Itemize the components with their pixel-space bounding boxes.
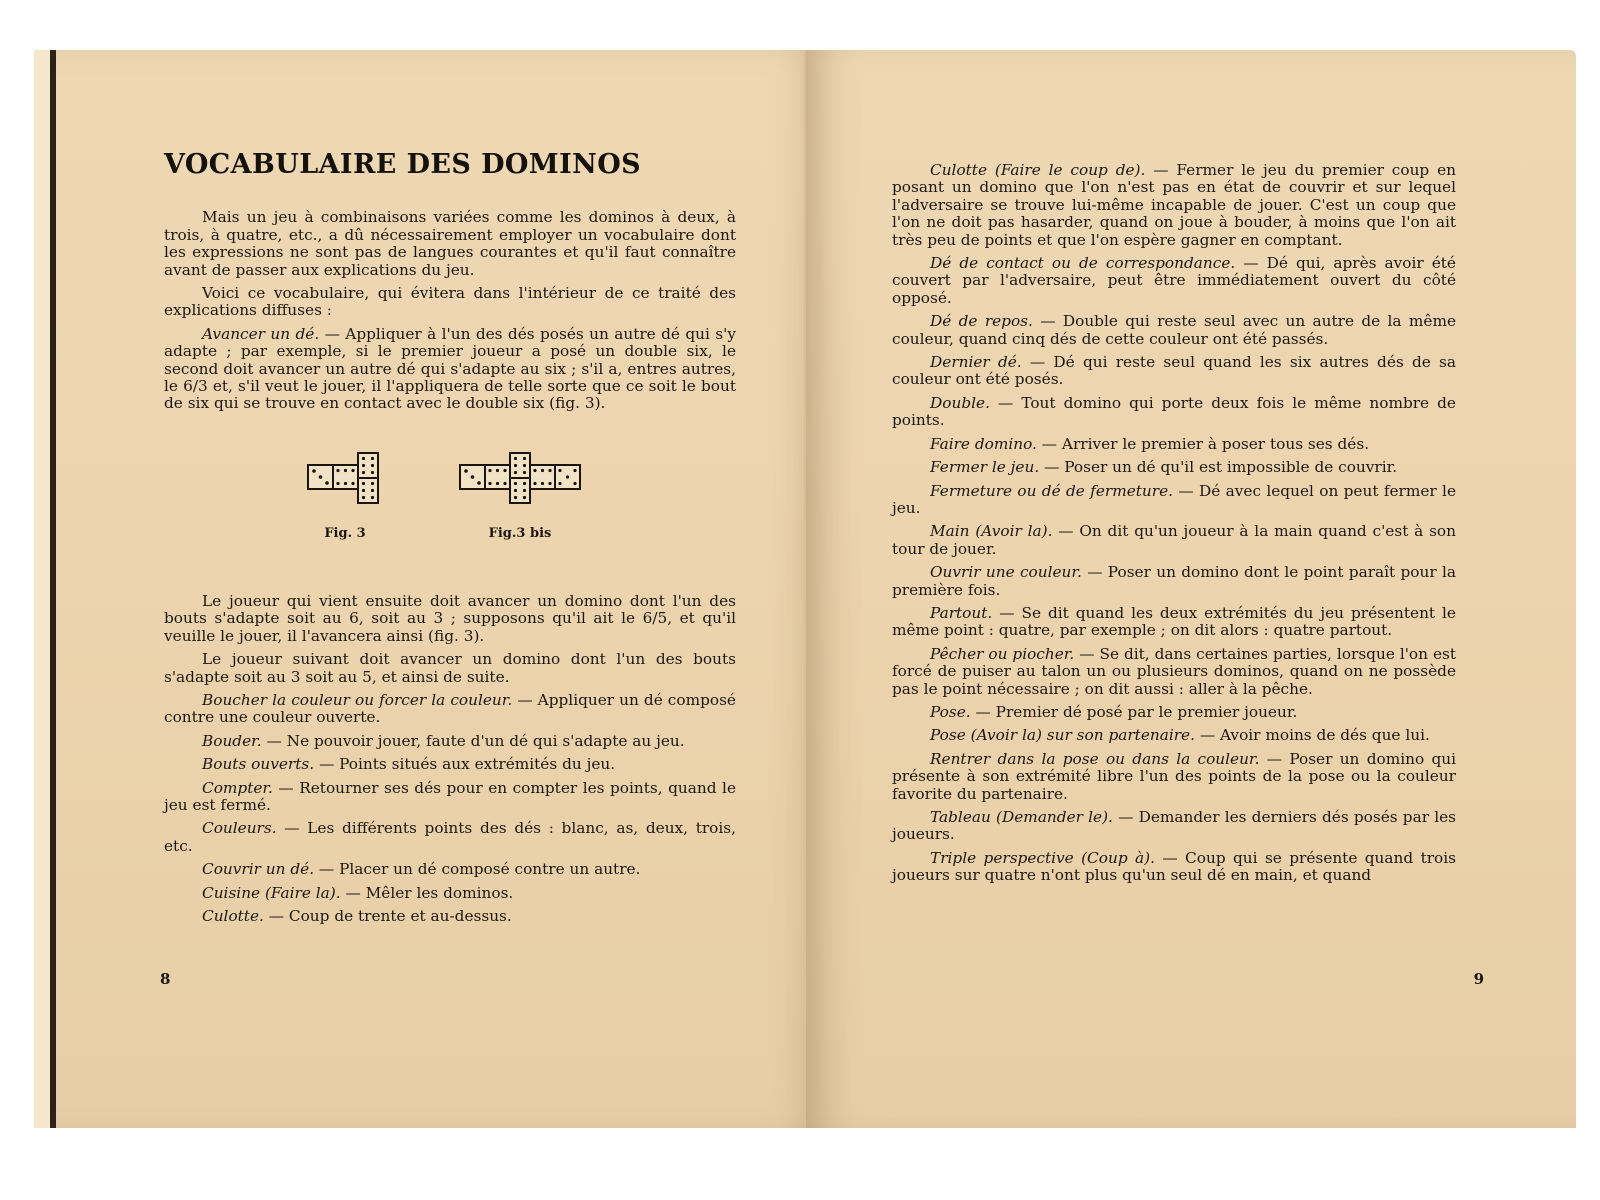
vocabulary-entry xyxy=(892,646,1456,698)
entry-definition: — Appliquer un dé composé contre une couleur ouverte. xyxy=(164,690,736,727)
domino-fig3-icon xyxy=(300,451,390,507)
entry-term: Culotte. xyxy=(202,906,264,925)
entry-term: Ouvrir une couleur. xyxy=(930,563,1082,582)
entry-definition: — Ne pouvoir jouer, faute d'un dé qui s'adapte au jeu. xyxy=(261,731,685,750)
vocabulary-entry xyxy=(892,564,1456,599)
entry-definition: — Coup qui se présente quand trois joueurs sur quatre n'ont plus qu'un seul dé en main, et quand xyxy=(892,848,1456,885)
vocabulary-entry xyxy=(164,861,736,878)
entry-definition: — Avoir moins de dés que lui. xyxy=(1194,726,1430,745)
vocabulary-entry xyxy=(892,459,1456,476)
entry-term: Bouts ouverts. xyxy=(202,755,315,774)
entry-definition: — Placer un dé composé contre un autre. xyxy=(314,860,641,879)
page-number: 9 xyxy=(1473,970,1484,988)
domino-figures xyxy=(164,431,736,573)
vocabulary-entry xyxy=(164,885,736,902)
body-paragraph: Le joueur qui vient ensuite doit avancer un domino dont l'un des bouts s'adapte soit au 6, soit au 3 ; supposons qu'il ait le 6/5, et qu'il veuille le jouer, il l'avancera ainsi (fig. 3). xyxy=(164,591,736,645)
vocabulary-entry xyxy=(892,850,1456,885)
entry-definition: — Dé qui reste seul quand les six autres dés de sa couleur ont été posés. xyxy=(892,353,1456,389)
vocabulary-entry xyxy=(164,733,736,750)
entry-definition: — Mêler les dominos. xyxy=(340,883,514,902)
vocabulary-entry xyxy=(892,255,1456,307)
entry-definition: — Se dit quand les deux extrémités du jeu présentent le même point : quatre, par exemple ; on dit alors : quatre partout. xyxy=(892,603,1456,640)
entry-term: Pêcher ou piocher. xyxy=(930,644,1075,663)
domino-fig3bis-icon xyxy=(456,451,584,507)
left-page-content xyxy=(164,149,737,931)
entry-term: Fermeture ou dé de fermeture. xyxy=(930,481,1173,500)
entry-term: Dé de repos. xyxy=(930,312,1033,331)
entry-term: Avancer un dé. xyxy=(202,324,320,343)
figure-caption: Fig. 3 xyxy=(324,526,366,542)
entry-definition: — Tout domino qui porte deux fois le même nombre de points. xyxy=(892,393,1456,430)
entry-term: Double. xyxy=(930,393,990,412)
entry-definition: — Dé qui, après avoir été couvert par l'adversaire, peut être immédiatement ouvert du côté opposé. xyxy=(892,254,1456,307)
entry-term: Boucher la couleur ou forcer la couleur. xyxy=(202,690,513,709)
vocabulary-entry xyxy=(892,162,1456,249)
entry-term: Couvrir un dé. xyxy=(202,860,315,879)
open-booklet xyxy=(34,50,1576,1128)
page-title: VOCABULAIRE DES DOMINOS xyxy=(164,149,642,180)
figure-caption: Fig.3 bis xyxy=(488,526,552,542)
entry-term: Fermer le jeu. xyxy=(930,458,1040,477)
entry-definition: — Retourner ses dés pour en compter les points, quand le jeu est fermé. xyxy=(164,778,736,814)
vocabulary-entry xyxy=(892,809,1456,844)
entry-term: Triple perspective (Coup à). xyxy=(930,848,1155,867)
vocabulary-list-left xyxy=(164,692,736,925)
entry-definition: — Les différents points des dés : blanc, as, deux, trois, etc. xyxy=(164,819,736,855)
right-page xyxy=(806,50,1576,1128)
vocabulary-entry xyxy=(164,820,736,855)
vocabulary-entry xyxy=(164,780,736,815)
left-page xyxy=(34,50,822,1128)
body-paragraph: Le joueur suivant doit avancer un domino dont l'un des bouts s'adapte soit au 3 soit au 5, et ainsi de suite. xyxy=(164,650,736,686)
entry-term: Pose. xyxy=(930,702,971,721)
entry-term: Culotte (Faire le coup de). xyxy=(930,161,1146,179)
vocabulary-entry xyxy=(892,523,1456,558)
right-page-content xyxy=(892,162,1456,891)
entry-definition: — Poser un dé qu'il est impossible de couvrir. xyxy=(1039,458,1398,477)
figure-3-bis xyxy=(456,451,584,543)
entry-term: Pose (Avoir la) sur son partenaire. xyxy=(930,726,1195,745)
entry-definition: — Double qui reste seul avec un autre de la même couleur, quand cinq dés de cette couleur ont été passés. xyxy=(892,312,1456,348)
entry-definition: — Points situés aux extrémités du jeu. xyxy=(314,755,616,774)
vocabulary-entry xyxy=(892,313,1456,348)
vocabulary-entry xyxy=(892,483,1456,518)
entry-definition: — Premier dé posé par le premier joueur. xyxy=(970,702,1298,721)
intro-paragraph: Voici ce vocabulaire, qui évitera dans l'intérieur de ce traité des explications diffuses : xyxy=(164,284,736,320)
vocabulary-entry xyxy=(892,704,1456,721)
entry-definition: — Arriver le premier à poser tous ses dés. xyxy=(1036,434,1370,453)
entry-definition: — Appliquer à l'un des dés posés un autre dé qui s'y adapte ; par exemple, si le premier joueur a posé un double six, le second doit avancer un autre dé qui s'adapte au six ; s'il a, entres autres, le 6/3 et, s'il veut le jouer, il l'appliquera de telle sorte que ce soit le bout de six qui se trouve en contact avec le double six (fig. 3). xyxy=(164,324,737,413)
entry-definition: — Dé avec lequel on peut fermer le jeu. xyxy=(892,481,1456,517)
entry-definition: — Coup de trente et au-dessus. xyxy=(263,906,512,925)
intro-paragraph: Mais un jeu à combinaisons variées comme les dominos à deux, à trois, à quatre, etc., a dû nécessairement employer un vocabulaire dont les expressions ne sont pas de langues courantes et qu'il faut connaître avant de passer aux explications du jeu. xyxy=(164,208,736,279)
vocabulary-entry xyxy=(892,395,1456,430)
figure-3 xyxy=(300,451,390,543)
vocabulary-list-right xyxy=(892,162,1456,885)
entry-term: Faire domino. xyxy=(930,434,1037,453)
vocabulary-entry xyxy=(892,727,1456,744)
entry-definition: — On dit qu'un joueur à la main quand c'est à son tour de jouer. xyxy=(892,522,1456,558)
vocabulary-entry xyxy=(892,354,1456,389)
entry-term: Compter. xyxy=(202,778,273,797)
page-number: 8 xyxy=(160,970,171,988)
entry-term: Main (Avoir la). xyxy=(930,522,1053,541)
entry-definition: — Poser un domino dont le point paraît pour la première fois. xyxy=(892,563,1457,599)
vocabulary-entry xyxy=(164,756,736,773)
vocabulary-entry xyxy=(164,692,736,727)
entry-term: Rentrer dans la pose ou dans la couleur. xyxy=(930,749,1260,768)
entry-term: Bouder. xyxy=(202,731,262,750)
vocabulary-entry xyxy=(892,436,1456,453)
vocabulary-entry xyxy=(892,605,1456,640)
entry-term: Couleurs. xyxy=(202,819,277,838)
entry-term: Dé de contact ou de correspondance. xyxy=(930,254,1236,273)
entry-definition: — Se dit, dans certaines parties, lorsque l'on est forcé de puiser au talon un ou plusieurs dominos, quand on ne possède pas le point nécessaire ; on dit aussi : aller à la pêche. xyxy=(892,644,1456,698)
entry-avancer xyxy=(164,326,736,413)
entry-term: Cuisine (Faire la). xyxy=(202,883,341,902)
entry-definition: — Demander les derniers dés posés par les joueurs. xyxy=(892,808,1456,844)
entry-definition: — Fermer le jeu du premier coup en posant un domino que l'on n'est pas en état de couvrir et sur lequel l'adversaire se trouve lui-même incapable de jouer. C'est un coup que l'on ne doit pas hasarder, quand on joue à bouder, à moins que l'on ait très peu de points et que l'on espère gagner en comptant. xyxy=(892,161,1456,249)
vocabulary-entry xyxy=(164,908,736,925)
vocabulary-entry xyxy=(892,751,1456,803)
entry-term: Tableau (Demander le). xyxy=(930,808,1113,826)
entry-definition: — Poser un domino qui présente à son extrémité libre l'un des points de la pose ou la couleur favorite du partenaire. xyxy=(892,749,1456,803)
entry-term: Dernier dé. xyxy=(930,353,1022,372)
entry-term: Partout. xyxy=(930,603,993,622)
